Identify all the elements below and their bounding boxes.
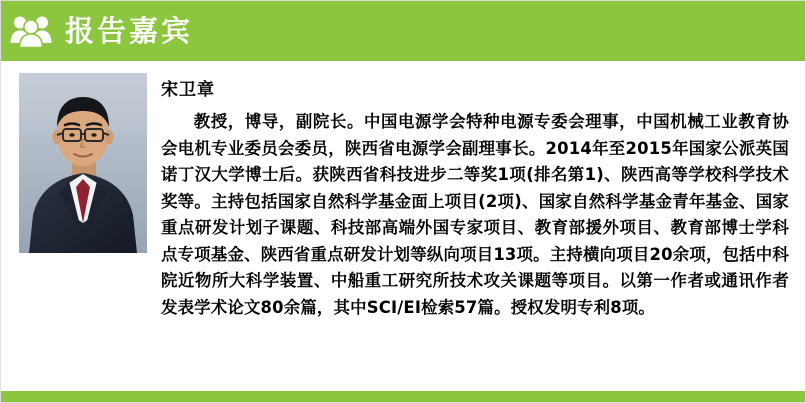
speaker-photo (19, 73, 147, 253)
slide-body (1, 61, 806, 403)
footer-accent-bar (1, 391, 806, 402)
people-group-icon (1, 1, 63, 61)
slide-header (1, 1, 806, 61)
speaker-name: 宋卫章 (161, 80, 215, 100)
page-title: 报告嘉宾 (65, 13, 194, 48)
speaker-bio: 教授，博导，副院长。中国电源学会特种电源专委会理事，中国机械工业教育协会电机专业委员会委员，陕西省电源学会副理事长。2014年至2015年国家公派英国诺丁汉大学博士后。获陕西省科技进步二等奖1项(排名第1)、陕西高等学校科学技术奖等。主持包括国家自然科学基金面上项目(2项)、国家自然科学基金青年基金、国家重点研发计划子课题、科技部高端外国专家项目、教育部援外项目、教育部博士学科点专项基金、陕西省重点研发计划等纵向项目13项。主持横向项目20余项，包括中科院近物所大科学装置、中船重工研究所技术攻关课题等项目。以第一作者或通讯作者发表学术论文80余篇，其中SCI/EI检索57篇。授权发明专利8项。 (161, 112, 789, 318)
